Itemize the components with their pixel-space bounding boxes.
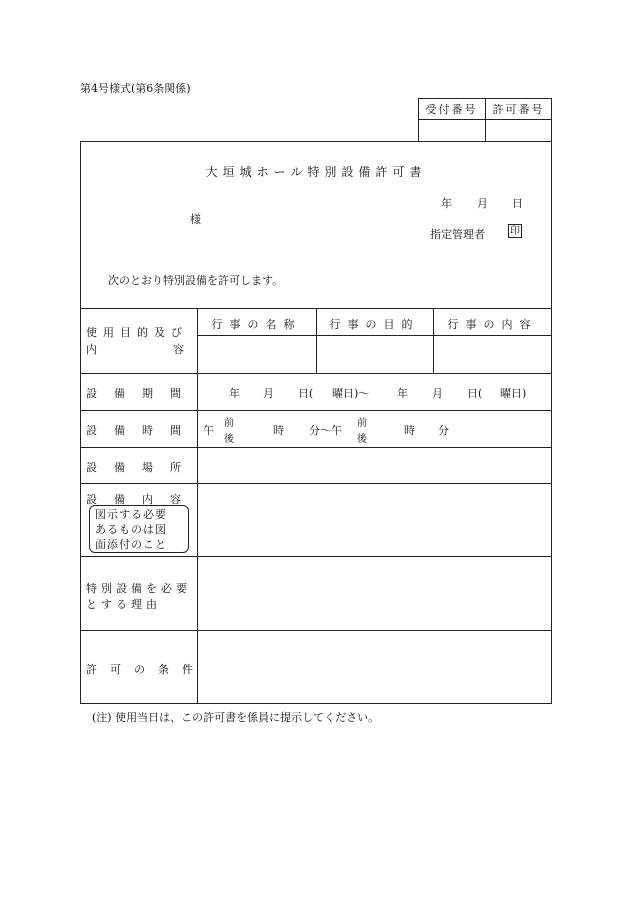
reception-number-field[interactable] <box>419 121 484 140</box>
reception-number-label: 受付番号 <box>425 103 478 116</box>
content-label: 設備内容 <box>86 493 198 506</box>
time-am: 午 <box>203 424 214 437</box>
content-field[interactable] <box>198 484 551 555</box>
purpose-label <box>86 324 192 340</box>
time-after2: 後 <box>357 434 367 445</box>
time-minute2: 分 <box>438 424 449 437</box>
seal-mark: 印 <box>510 226 520 237</box>
place-label: 設備場所 <box>86 461 198 474</box>
reason-field[interactable] <box>198 557 551 629</box>
period-month2: 月 <box>432 387 443 400</box>
place-field[interactable] <box>198 448 551 482</box>
purpose-label-line1: 使用目的及び <box>86 326 188 339</box>
date-day: 日 <box>512 197 523 210</box>
time-after: 後 <box>224 434 234 445</box>
period-month: 月 <box>263 387 274 400</box>
header-event-purpose: 行事の目的 <box>329 318 420 331</box>
intro-text: 次のとおり特別設備を許可します。 <box>108 274 284 287</box>
reason-label-line2: とする理由 <box>86 598 161 611</box>
content-note-line2: あるものは図 <box>95 523 167 536</box>
conditions-label: 許可の条件 <box>86 663 206 676</box>
addressee-suffix: 様 <box>190 213 201 226</box>
content-note-line1: 図示する必要 <box>95 508 167 521</box>
reason-label-line1: 特別設備を必要 <box>86 582 191 595</box>
purpose-label-line2: 内容 <box>86 343 260 356</box>
time-minute: 分〜午 <box>309 424 342 437</box>
time-label: 設備時間 <box>86 424 198 437</box>
period-label: 設備期間 <box>86 387 198 400</box>
permit-number-label: 許可番号 <box>492 103 545 116</box>
time-hour2: 時 <box>404 424 415 437</box>
period-day: 日( <box>298 387 314 400</box>
divider <box>80 373 552 374</box>
period-weekday2: 曜日) <box>500 387 527 400</box>
header-event-content: 行事の内容 <box>447 318 538 331</box>
conditions-field[interactable] <box>198 631 551 703</box>
permit-number-field[interactable] <box>486 121 551 140</box>
date-year: 年 <box>441 197 452 210</box>
purpose-label-line2-wrap <box>86 341 260 357</box>
form-number: 第4号様式(第6条関係) <box>80 82 191 95</box>
date-month: 月 <box>477 197 488 210</box>
period-year: 年 <box>229 387 240 400</box>
footnote: (注) 使用当日は、この許可書を係員に提示してください。 <box>92 711 380 724</box>
content-note-line3: 面添付のこと <box>95 538 167 551</box>
event-name-field[interactable] <box>198 336 315 372</box>
divider <box>80 410 552 411</box>
event-content-field[interactable] <box>434 336 551 372</box>
time-before: 前 <box>224 418 234 429</box>
issuer-label: 指定管理者 <box>430 228 485 241</box>
time-hour: 時 <box>273 424 284 437</box>
time-before2: 前 <box>357 418 367 429</box>
page-title: 大垣城ホール特別設備許可書 <box>205 165 427 179</box>
header-event-name: 行事の名称 <box>211 318 302 331</box>
period-weekday: 曜日)〜 <box>332 387 370 400</box>
period-day2: 日( <box>467 387 483 400</box>
period-year2: 年 <box>397 387 408 400</box>
event-purpose-field[interactable] <box>317 336 432 372</box>
